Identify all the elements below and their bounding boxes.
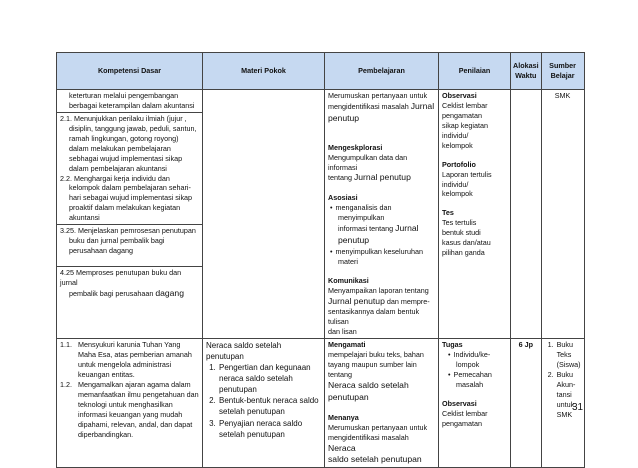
- list-item: • menyimpulkan keseluruhan materi: [338, 247, 435, 267]
- text-line: Jurnal penutup dan mempre-: [328, 295, 430, 306]
- text-line: sikap kegiatan: [442, 120, 488, 130]
- penilaian-cell: [439, 339, 511, 468]
- kd-number: 1.1.: [60, 340, 72, 350]
- list-item: • Pemecahan masalah: [456, 370, 507, 390]
- kd-block: [57, 267, 202, 301]
- page-number: 31: [572, 402, 584, 413]
- kd-line: proaktif dalam melakukan kegiatan: [69, 203, 181, 213]
- text-line: mempelajari buku teks, bahan: [328, 350, 424, 360]
- kd-line: dalam pembelajaran akuntansi: [69, 163, 167, 173]
- pembelajaran-cell: [325, 90, 439, 339]
- kd-line: informasi keuangan yang mudah: [78, 409, 183, 419]
- kd-cell: [57, 339, 203, 468]
- materi-cell-empty: [203, 90, 325, 339]
- kd-line: dipahami, relevan, andal, dan dapat: [78, 419, 193, 429]
- section-heading: Portofolio: [442, 159, 476, 169]
- alokasi-cell-empty: [511, 90, 542, 339]
- text-line: Tes tertulis: [442, 218, 477, 228]
- text-line: Ceklist lembar: [442, 408, 488, 418]
- kd-line: perusahaan dagang: [69, 246, 133, 256]
- section-heading: Observasi: [442, 398, 477, 408]
- text-line: pengamatan: [442, 110, 482, 120]
- kd-line: 2.1. Menunjukkan perilaku ilmiah (jujur ,: [60, 113, 187, 123]
- text-line: individu/: [442, 130, 469, 140]
- kd-line: disiplin, tanggung jawab, peduli, santun,: [69, 123, 197, 133]
- kd-line: memanfaatkan ilmu pengetahuan dan: [78, 389, 199, 399]
- section-heading: Mengeskplorasi: [328, 142, 383, 152]
- section-heading: Observasi: [442, 91, 477, 100]
- kd-block: [57, 90, 202, 113]
- table-row: [57, 339, 585, 468]
- list-item: 2. Bentuk-bentuk neraca saldo setelah penutupan: [218, 395, 321, 417]
- materi-title: Neraca saldo setelah penutupan: [206, 341, 282, 362]
- kd-line: ramah lingkungan, gotong royong): [69, 133, 179, 143]
- text-line: mengidentifikasi masalah Neraca: [328, 432, 409, 453]
- text-line: bentuk studi: [442, 228, 481, 238]
- header-alokasi-waktu: Alokasi Waktu: [511, 53, 542, 90]
- text-line: dan lisan: [328, 327, 357, 337]
- asosiasi-list: [328, 203, 435, 266]
- section-heading: Menanya: [328, 412, 359, 422]
- kd-line: Mensyukuri karunia Tuhan Yang: [78, 340, 181, 350]
- kd-item: [60, 340, 199, 380]
- text-line: mengidentifikasi masalah Jurnal: [328, 100, 435, 111]
- kd-line: 3.25. Menjelaskan pemrosesan penutupan: [60, 226, 196, 236]
- list-item: 2. Buku Akun- tansi untuk SMK: [556, 370, 581, 420]
- text-line: pengamatan: [442, 418, 482, 428]
- text-line: pilihan ganda: [442, 248, 485, 258]
- text-line: tayang maupun sumber lain tentang: [328, 360, 417, 380]
- kd-line: untuk mengelola administrasi: [78, 360, 172, 370]
- kd-line: sebhagai wujud implementasi sikap: [69, 153, 183, 163]
- kd-line: teknologi untuk menghasilkan: [78, 399, 173, 409]
- text-line: individu/: [442, 179, 469, 189]
- section-heading: Komunikasi: [328, 275, 369, 285]
- kd-item: [60, 380, 199, 440]
- section-heading: Mengamati: [328, 340, 366, 350]
- text-line: kelompok: [442, 189, 473, 199]
- kd-block: [57, 225, 202, 267]
- text-line: Neraca saldo setelah penutupan: [328, 380, 409, 402]
- header-materi-pokok: Materi Pokok: [203, 53, 325, 90]
- table-header-row: [57, 53, 585, 90]
- kd-line: kelompok dalam pembelajaran sehari-: [69, 183, 191, 193]
- kd-line: hari sebagai wujud implementasi sikap: [69, 193, 193, 203]
- section-heading: Asosiasi: [328, 193, 358, 203]
- kd-line: dalam melakukan pembelajaran: [69, 143, 171, 153]
- text-line: kasus dan/atau: [442, 238, 491, 248]
- kd-line: Mengamalkan ajaran agama dalam: [78, 380, 191, 390]
- text-line: sentasikannya dalam bentuk tulisan: [328, 307, 420, 327]
- kd-line: berbagai keterampilan dalam akuntansi: [69, 100, 195, 110]
- text-line: tentang Jurnal penutup: [328, 172, 411, 183]
- materi-list: [206, 362, 321, 439]
- section-heading: Tes: [442, 208, 454, 218]
- kd-line: diperbandingkan.: [78, 429, 134, 439]
- materi-cell: [203, 339, 325, 468]
- kd-line: buku dan jurnal pembalik bagi: [69, 236, 165, 246]
- section-heading: Tugas: [442, 340, 463, 350]
- list-item: 3. Penyajian neraca saldo setelah penutupan: [218, 418, 321, 440]
- syllabus-table: [56, 52, 585, 468]
- text-line: Merumuskan pertanyaan untuk: [328, 91, 428, 100]
- text-line: saldo setelah penutupan: [328, 454, 422, 465]
- text-line: Merumuskan pertanyaan untuk: [328, 422, 428, 432]
- header-pembelajaran: Pembelajaran: [325, 53, 439, 90]
- kd-line: Maha Esa, atas pemberian amanah: [78, 350, 192, 360]
- pembelajaran-cell: [325, 339, 439, 468]
- kd-line: 4.25 Memproses penutupan buku dan jurnal: [60, 268, 182, 287]
- text-line: Menyampaikan laporan tentang: [328, 285, 429, 295]
- kd-cell: [57, 90, 203, 339]
- text-line: kelompok: [442, 140, 473, 150]
- kd-line: keuangan entitas.: [78, 370, 135, 380]
- kd-number: 1.2.: [60, 380, 72, 390]
- header-penilaian: Penilaian: [439, 53, 511, 90]
- text-line: Laporan tertulis: [442, 169, 492, 179]
- text-line: penutup: [328, 112, 360, 123]
- header-sumber-belajar: Sumber Belajar: [541, 53, 584, 90]
- kd-line: keterturan melalui pengembangan: [69, 91, 179, 100]
- table-row: [57, 90, 585, 339]
- list-item: 1. Buku Teks (Siswa): [556, 340, 581, 370]
- kd-line: akuntansi: [69, 213, 100, 223]
- penilaian-cell: [439, 90, 511, 339]
- sumber-cell: SMK: [541, 90, 584, 339]
- text-line: Mengumpulkan data dan informasi: [328, 152, 408, 172]
- list-item: • Individu/ke- lompok: [456, 350, 507, 370]
- kd-block: [57, 113, 202, 225]
- alokasi-cell: 6 Jp: [511, 339, 542, 468]
- text-line: Ceklist lembar: [442, 100, 488, 110]
- kd-line: pembalik bagi perusahaan dagang: [69, 287, 184, 298]
- list-item: 1. Pengertian dan kegunaan neraca saldo setelah penutupan: [218, 362, 321, 395]
- header-kompetensi-dasar: Kompetensi Dasar: [57, 53, 203, 90]
- tugas-list: [442, 350, 507, 390]
- list-item: • menganalisis dan menyimpulkan informasi tentang Jurnal penutup: [338, 203, 435, 247]
- kd-line: 2.2. Menghargai kerja individu dan: [60, 173, 170, 183]
